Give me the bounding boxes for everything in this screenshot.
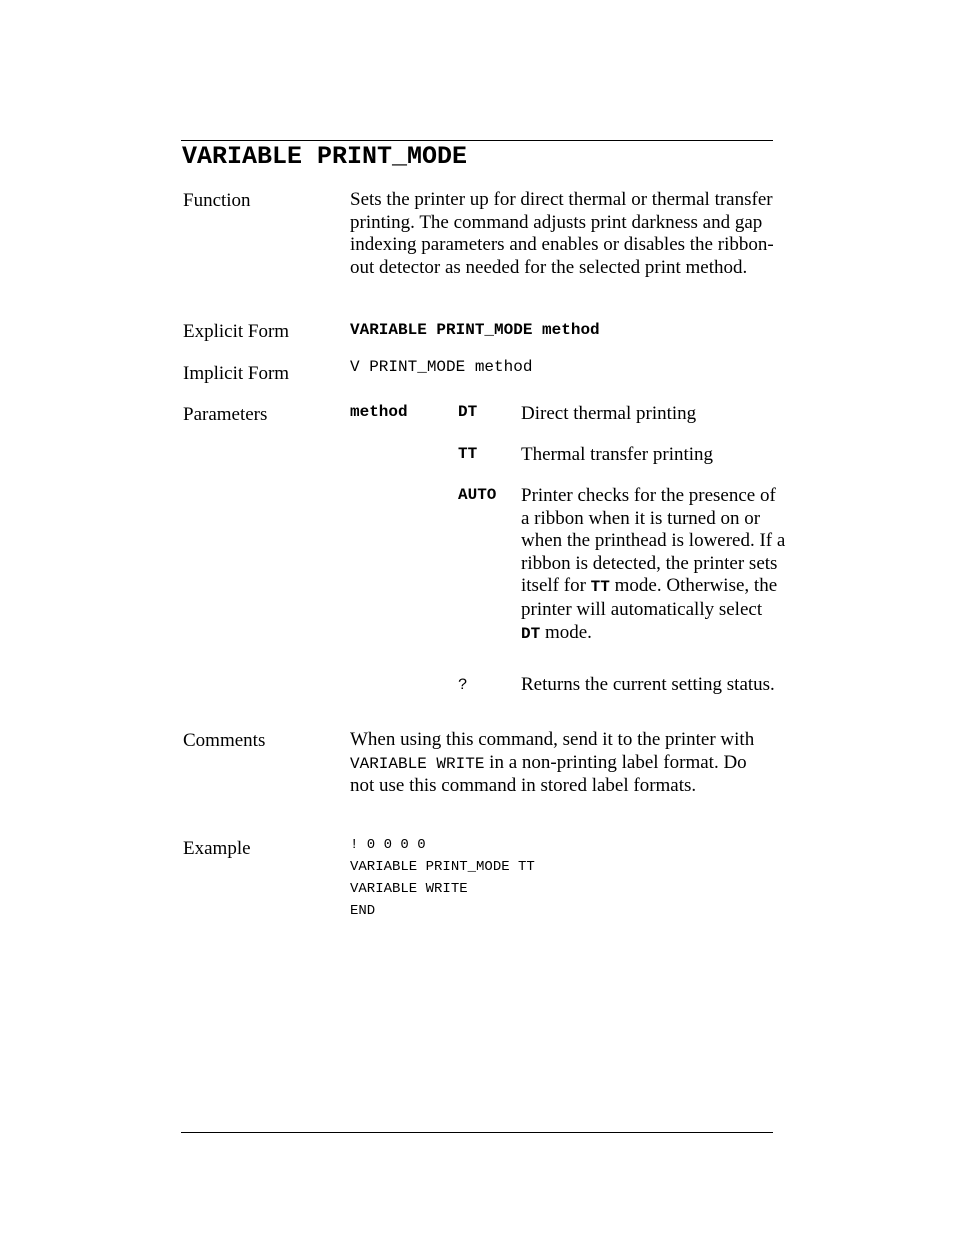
explicit-form-label: Explicit Form: [183, 321, 290, 342]
example-line: VARIABLE WRITE: [350, 881, 468, 897]
explicit-form-code: VARIABLE PRINT_MODE method: [350, 321, 600, 339]
example-code-block: [350, 834, 535, 922]
function-text: Sets the printer up for direct thermal or thermal transfer printing. The command adjusts print darkness and gap indexing parameters and enables or disables the ribbon-out detector as needed for the selected print method.: [350, 189, 774, 278]
example-label: Example: [183, 838, 251, 859]
inline-code-dt: DT: [521, 624, 541, 643]
example-line: ! 0 0 0 0: [350, 837, 426, 853]
page-title: VARIABLE PRINT_MODE: [182, 142, 468, 171]
function-label: Function: [183, 190, 251, 211]
implicit-form-label: Implicit Form: [183, 363, 290, 384]
param-desc-dt: Direct thermal printing: [521, 403, 697, 424]
param-value-query: ?: [458, 676, 468, 694]
param-value-auto: AUTO: [458, 486, 497, 504]
parameter-name: method: [350, 403, 408, 421]
parameters-label: Parameters: [183, 404, 268, 425]
comments-label: Comments: [183, 730, 266, 751]
example-line: END: [350, 903, 376, 919]
param-desc-auto: Printer checks for the presence of a ribbon when it is turned on or when the printhead is lowered. If a ribbon is detected, the printer sets itself for TT mode. Otherwise, the printer will automatically select DT mode.: [521, 485, 786, 643]
comments-text: When using this command, send it to the printer with VARIABLE WRITE in a non-printing label format. Do not use this command in stored label formats.: [350, 729, 755, 797]
param-value-dt: DT: [458, 403, 478, 421]
param-value-tt: TT: [458, 445, 478, 463]
param-desc-tt: Thermal transfer printing: [521, 444, 714, 465]
inline-code-variable-write: VARIABLE WRITE: [350, 754, 485, 773]
implicit-form-code: V PRINT_MODE method: [350, 358, 533, 376]
param-desc-query: Returns the current setting status.: [521, 674, 775, 695]
inline-code-tt: TT: [590, 578, 610, 597]
bottom-rule: [181, 1132, 773, 1133]
example-line: VARIABLE PRINT_MODE TT: [350, 859, 535, 875]
